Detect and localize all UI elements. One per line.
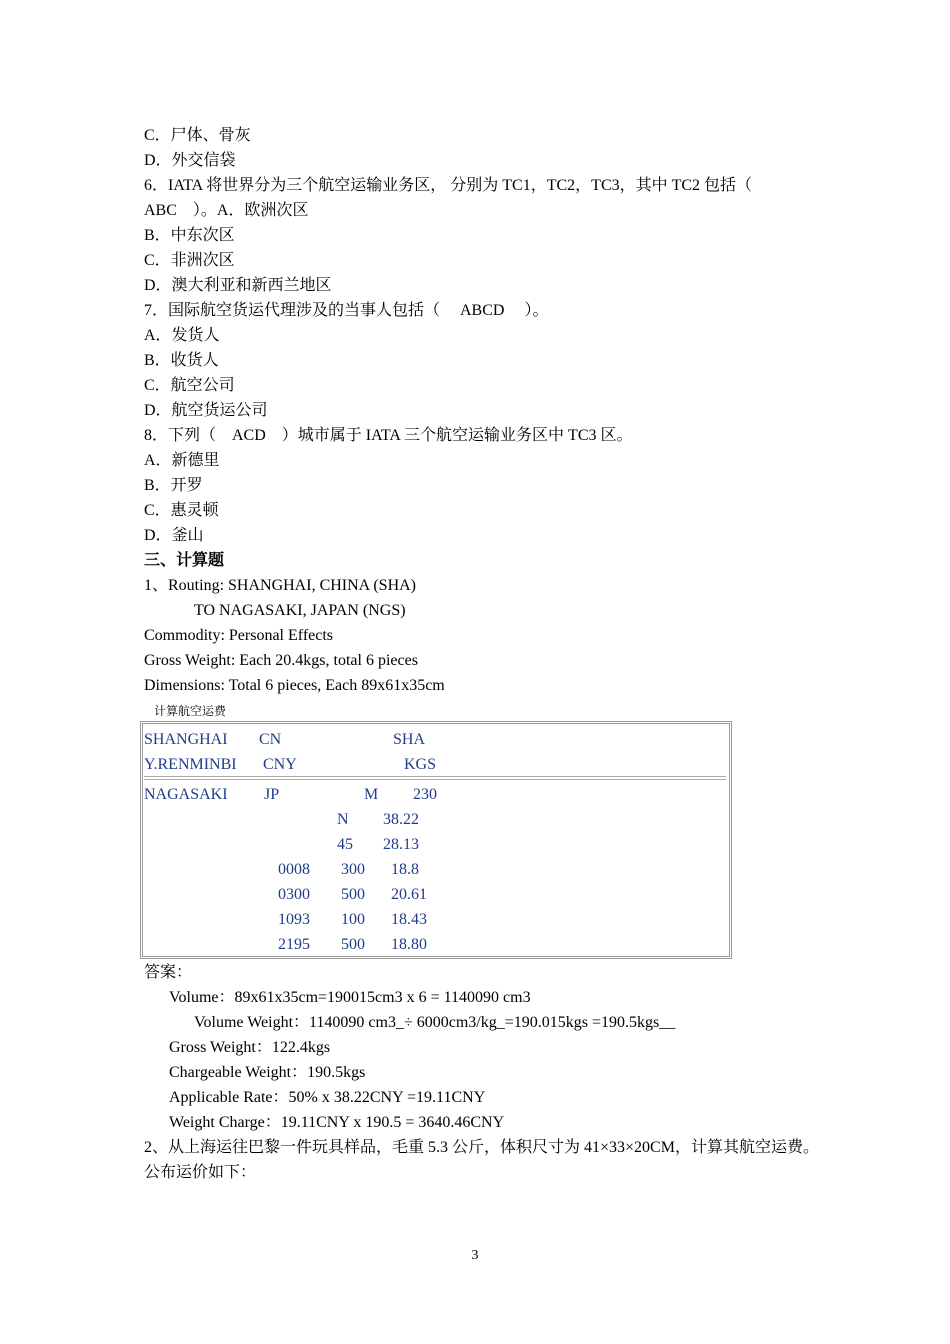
problem1-routing-to: TO NAGASAKI, JAPAN (NGS) [194, 602, 406, 619]
rate-row-value: 38.22 [383, 811, 419, 828]
q6-option-d: D．澳大利亚和新西兰地区 [144, 277, 332, 294]
answer-label: 答案： [144, 964, 193, 981]
problem2-followup: 公布运价如下： [144, 1164, 257, 1181]
rate-table-divider [144, 776, 726, 780]
origin-country: CN [259, 731, 282, 748]
dest-city: NAGASAKI [144, 786, 228, 803]
currency-code: CNY [263, 756, 297, 773]
table-caption: 计算航空运费 [154, 704, 227, 718]
problem1-routing: 1、Routing: SHANGHAI, CHINA (SHA) [144, 577, 417, 594]
option-d-diplomatic-bag: D．外交信袋 [144, 152, 236, 169]
rate-row-value: 18.80 [391, 936, 427, 953]
page-number: 3 [471, 1248, 479, 1263]
rate-row-value: 18.8 [391, 861, 419, 878]
q8-option-c: C．惠灵顿 [144, 502, 219, 519]
rate-row-value: 28.13 [383, 836, 419, 853]
rate-row-code: 1093 [278, 911, 310, 928]
q6-option-c: C．非洲次区 [144, 252, 235, 269]
problem1-commodity: Commodity: Personal Effects [144, 627, 334, 644]
q7-option-b: B．收货人 [144, 352, 219, 369]
answer-volume: Volume：89x61x35cm=190015cm3 x 6 = 1140090 cm3 [169, 989, 531, 1006]
rate-row-code: 0300 [278, 886, 310, 903]
rate-row-label: 45 [337, 836, 353, 853]
answer-volume-weight: Volume Weight：1140090 cm3_÷ 6000cm3/kg_=190.015kgs =190.5kgs__ [194, 1014, 676, 1031]
q8-option-d: D．釜山 [144, 527, 204, 544]
answer-gross-weight: Gross Weight：122.4kgs [169, 1039, 331, 1056]
answer-weight-charge: Weight Charge：19.11CNY x 190.5 = 3640.46CNY [169, 1114, 505, 1131]
rate-row-value: 18.43 [391, 911, 427, 928]
q8-option-a: A．新德里 [144, 452, 220, 469]
option-c-remains: C．尸体、骨灰 [144, 127, 251, 144]
rate-row-label: M [364, 786, 379, 803]
q6-option-b: B．中东次区 [144, 227, 235, 244]
question-6: 6．IATA 将世界分为三个航空运输业务区， 分别为 TC1，TC2，TC3，其中 TC2 包括（ [144, 177, 753, 194]
origin-city: SHANGHAI [144, 731, 228, 748]
rate-row-label: 100 [341, 911, 365, 928]
answer-chargeable-weight: Chargeable Weight：190.5kgs [169, 1064, 366, 1081]
rate-row-label: 300 [341, 861, 365, 878]
rate-row-value: 20.61 [391, 886, 427, 903]
answer-applicable-rate: Applicable Rate：50% x 38.22CNY =19.11CNY [169, 1089, 486, 1106]
rate-row-code: 2195 [278, 936, 310, 953]
section-heading: 三、计算题 [144, 552, 225, 569]
question-8: 8．下列（ ACD ）城市属于 IATA 三个航空运输业务区中 TC3 区。 [144, 427, 633, 444]
dest-country: JP [264, 786, 280, 803]
rate-row-value: 230 [413, 786, 437, 803]
rate-row-label: 500 [341, 936, 365, 953]
rate-row-label: 500 [341, 886, 365, 903]
q8-option-b: B．开罗 [144, 477, 203, 494]
question-7: 7．国际航空货运代理涉及的当事人包括（ ABCD ）。 [144, 302, 549, 319]
problem2-text: 2、从上海运往巴黎一件玩具样品，毛重 5.3 公斤，体积尺寸为 41×33×20CM，计算其航空运费。 [144, 1139, 819, 1156]
rate-row-code: 0008 [278, 861, 310, 878]
currency-name: Y.RENMINBI [144, 756, 237, 773]
problem1-dimensions: Dimensions: Total 6 pieces, Each 89x61x35cm [144, 677, 445, 694]
weight-unit: KGS [404, 756, 437, 773]
question-6-answer-option-a: ABC ）。A．欧洲次区 [144, 202, 309, 219]
q7-option-c: C．航空公司 [144, 377, 235, 394]
q7-option-a: A．发货人 [144, 327, 220, 344]
origin-code: SHA [393, 731, 426, 748]
problem1-gross-weight: Gross Weight: Each 20.4kgs, total 6 pieces [144, 652, 418, 669]
q7-option-d: D．航空货运公司 [144, 402, 268, 419]
rate-row-label: N [337, 811, 349, 828]
